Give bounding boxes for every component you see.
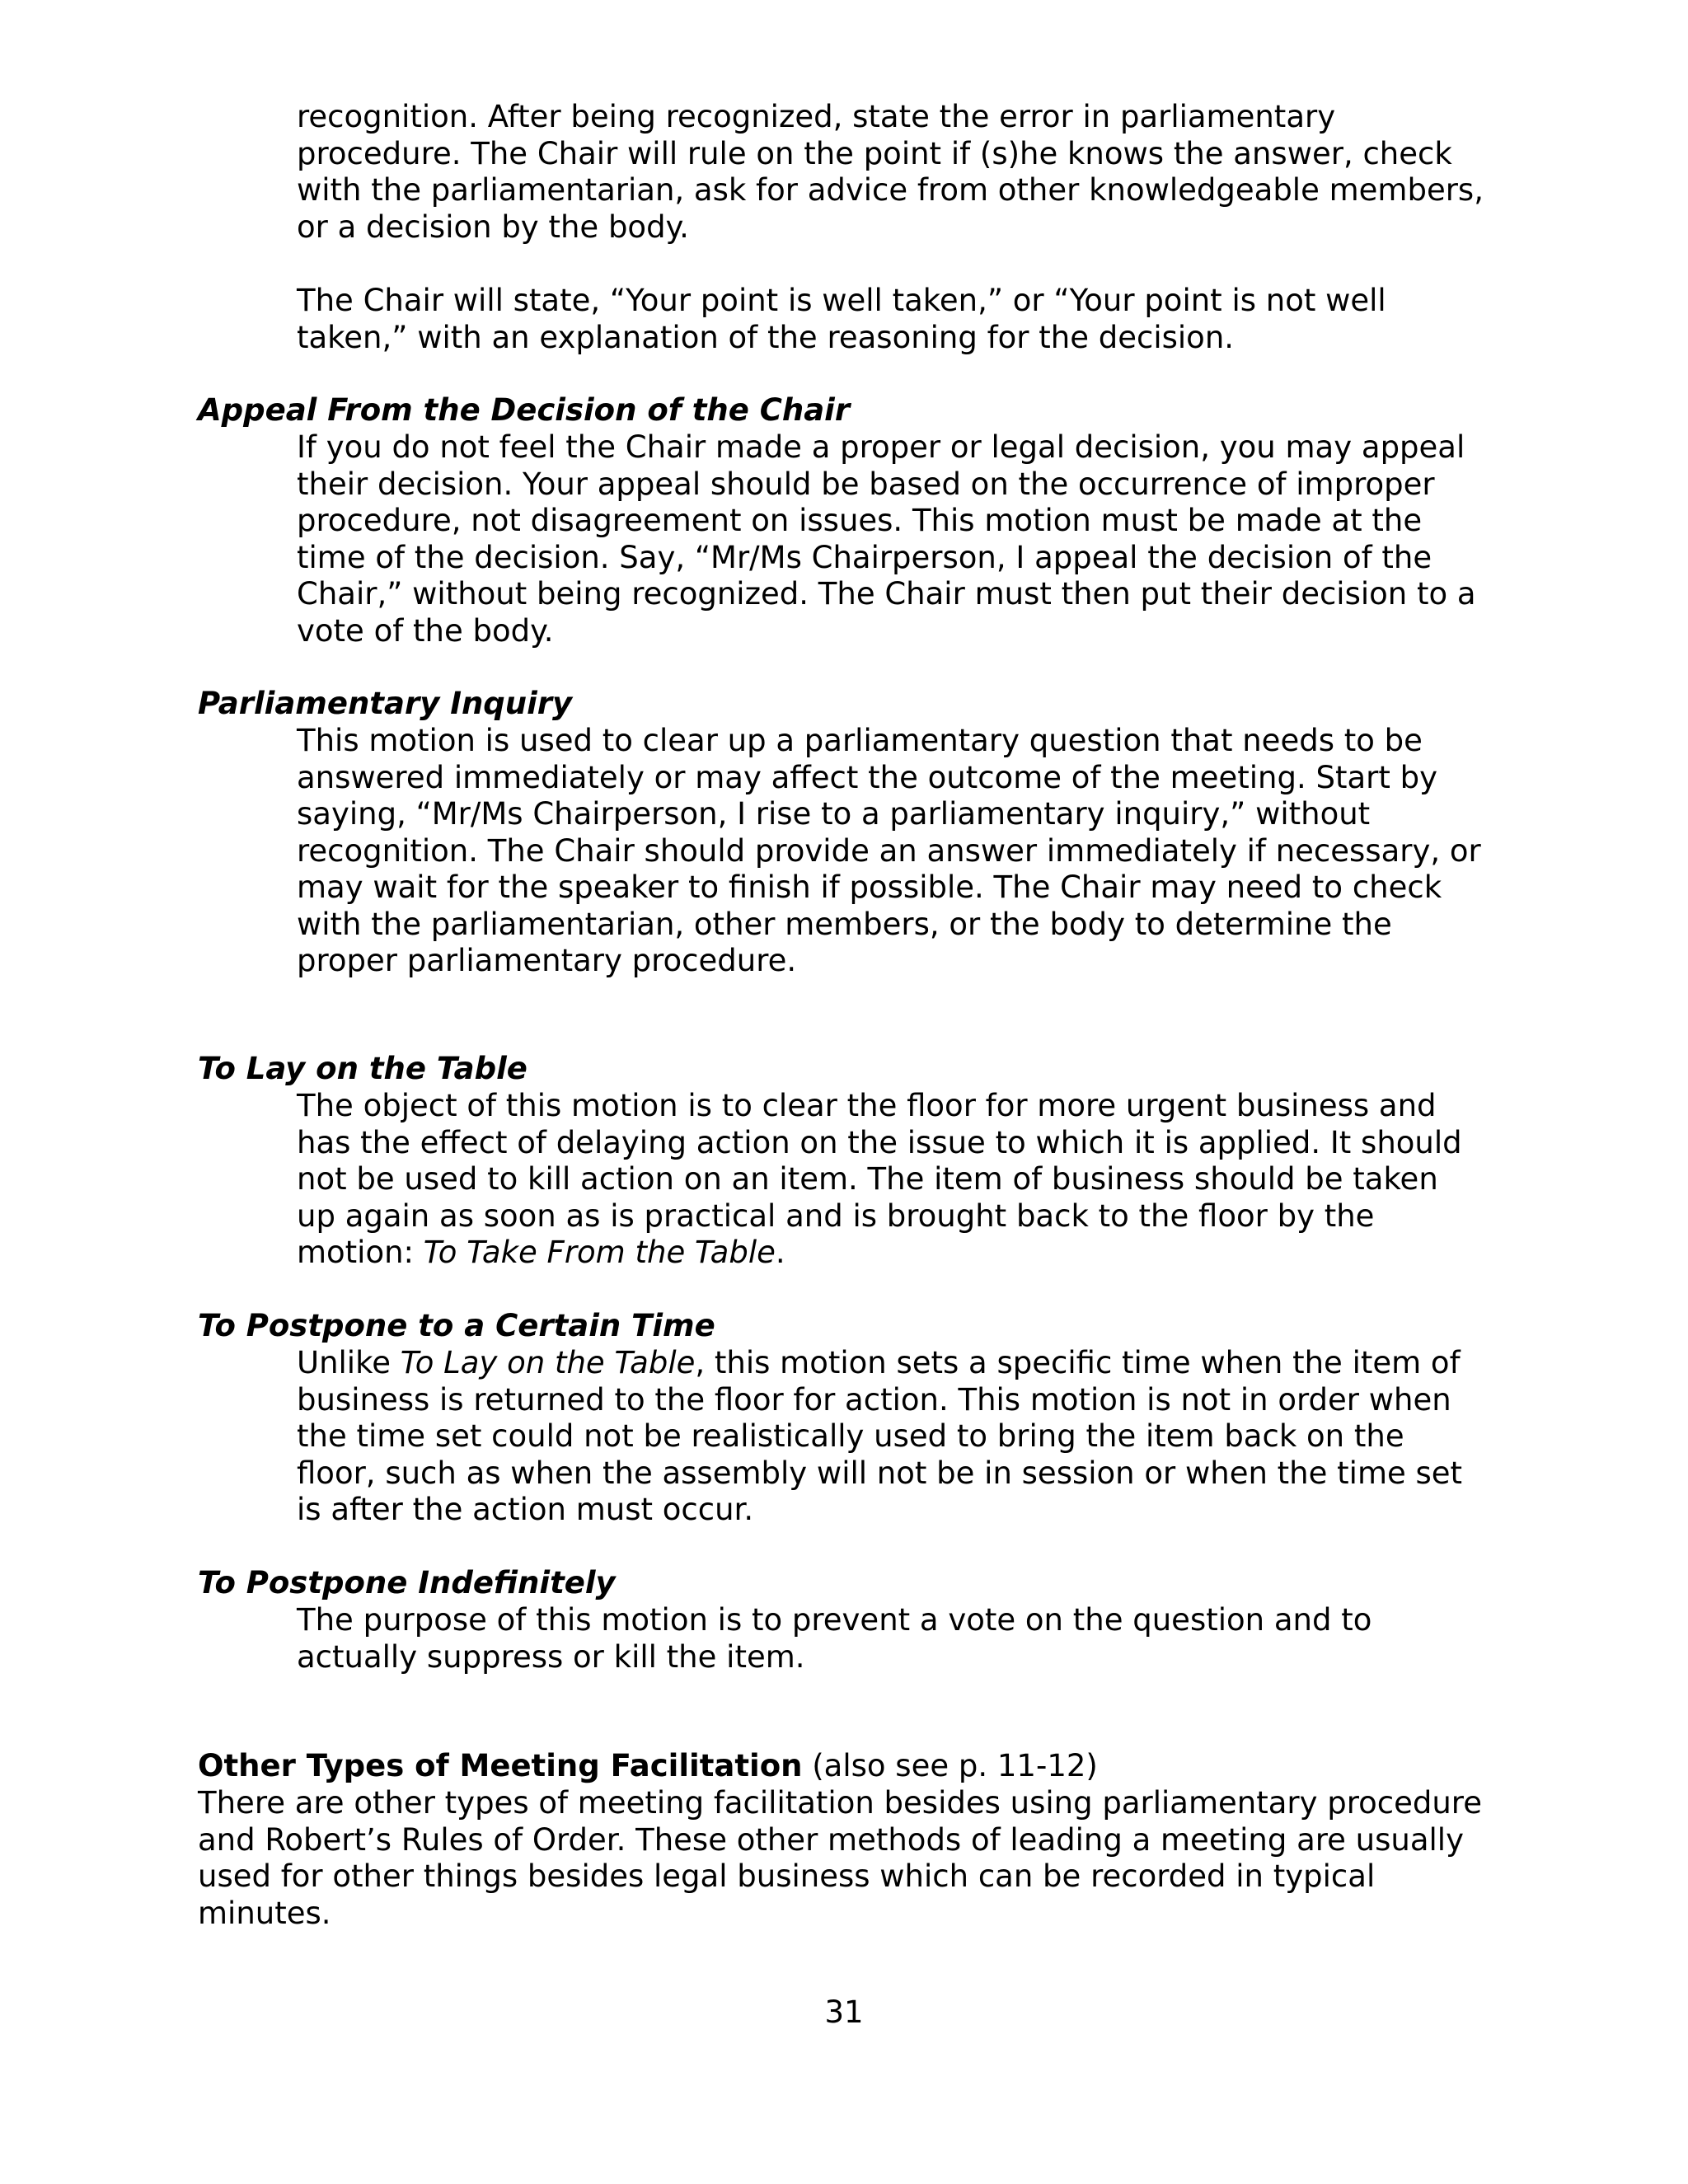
postpone-certain-body [297, 1345, 1500, 1529]
postpone-indef-body: The purpose of this motion is to prevent a vote on the question and to actually suppress or kill the item. [297, 1602, 1372, 1675]
lay-table-body-italic: To Take From the Table [423, 1235, 776, 1270]
lay-table-body [297, 1088, 1500, 1272]
intro-paragraph: recognition. After being recognized, state the error in parliamentary procedure. The Chair will rule on the point if (s)he knows the answer, check with the parliamentarian, ask for advice from other knowledgeable members, or a decision by the body. [297, 99, 1484, 245]
postpone-certain-body-italic: To Lay on the Table [400, 1345, 696, 1380]
postpone-certain-body-rest: , this motion sets a specific time when the item of business is returned to the floor for action. This motion is not in order when the time set could not be realistically used to bring the item back on the floor, such as when the assembly will not be in session or when the time set is after the action must occur. [297, 1345, 1463, 1527]
chair-ruling-paragraph: The Chair will state, “Your point is well taken,” or “Your point is not well taken,” with an explanation of the reasoning for the decision. [297, 283, 1386, 355]
postpone-indef-heading: To Postpone Indefinitely [198, 1565, 616, 1601]
inquiry-body: This motion is used to clear up a parliamentary question that needs to be answered immediately or may affect the outcome of the meeting. Start by saying, “Mr/Ms Chairperson, I rise to a parliamentary inquiry,” without recognition. The Chair should provide an answer immediately if necessary, or may wait for the speaker to finish if possible. The Chair may need to check with the parliamentarian, other members, or the body to determine the proper parliamentary procedure. [297, 723, 1481, 978]
lay-table-body-end: . [775, 1235, 785, 1270]
inquiry-heading: Parliamentary Inquiry [198, 686, 573, 721]
postpone-certain-body-start: Unlike [297, 1345, 401, 1380]
other-types-heading [198, 1748, 1098, 1785]
other-types-heading-title: Other Types of Meeting Facilitation [198, 1748, 803, 1783]
other-types-heading-note: (also see p. 11-12) [802, 1748, 1098, 1783]
appeal-heading: Appeal From the Decision of the Chair [198, 392, 851, 428]
other-types-body: There are other types of meeting facilitation besides using parliamentary procedure and Robert’s Rules of Order. These other methods of leading a meeting are usually used for other things besides legal business which can be recorded in typical minutes. [198, 1785, 1482, 1931]
postpone-certain-heading: To Postpone to a Certain Time [198, 1308, 715, 1343]
lay-table-body-text: The object of this motion is to clear the floor for more urgent business and has the effect of delaying action on the issue to which it is applied. It should not be used to kill action on an item. The item of business should be taken up again as soon as is practical and is brought back to the floor by the motion: [297, 1088, 1462, 1270]
lay-table-heading: To Lay on the Table [198, 1051, 528, 1086]
page-number: 31 [824, 1994, 864, 2030]
appeal-body: If you do not feel the Chair made a proper or legal decision, you may appeal their decision. Your appeal should be based on the occurrence of improper procedure, not disagreement on issues. This motion must be made at the time of the decision. Say, “Mr/Ms Chairperson, I appeal the decision of the Chair,” without being recognized. The Chair must then put their decision to a vote of the body. [297, 429, 1476, 649]
